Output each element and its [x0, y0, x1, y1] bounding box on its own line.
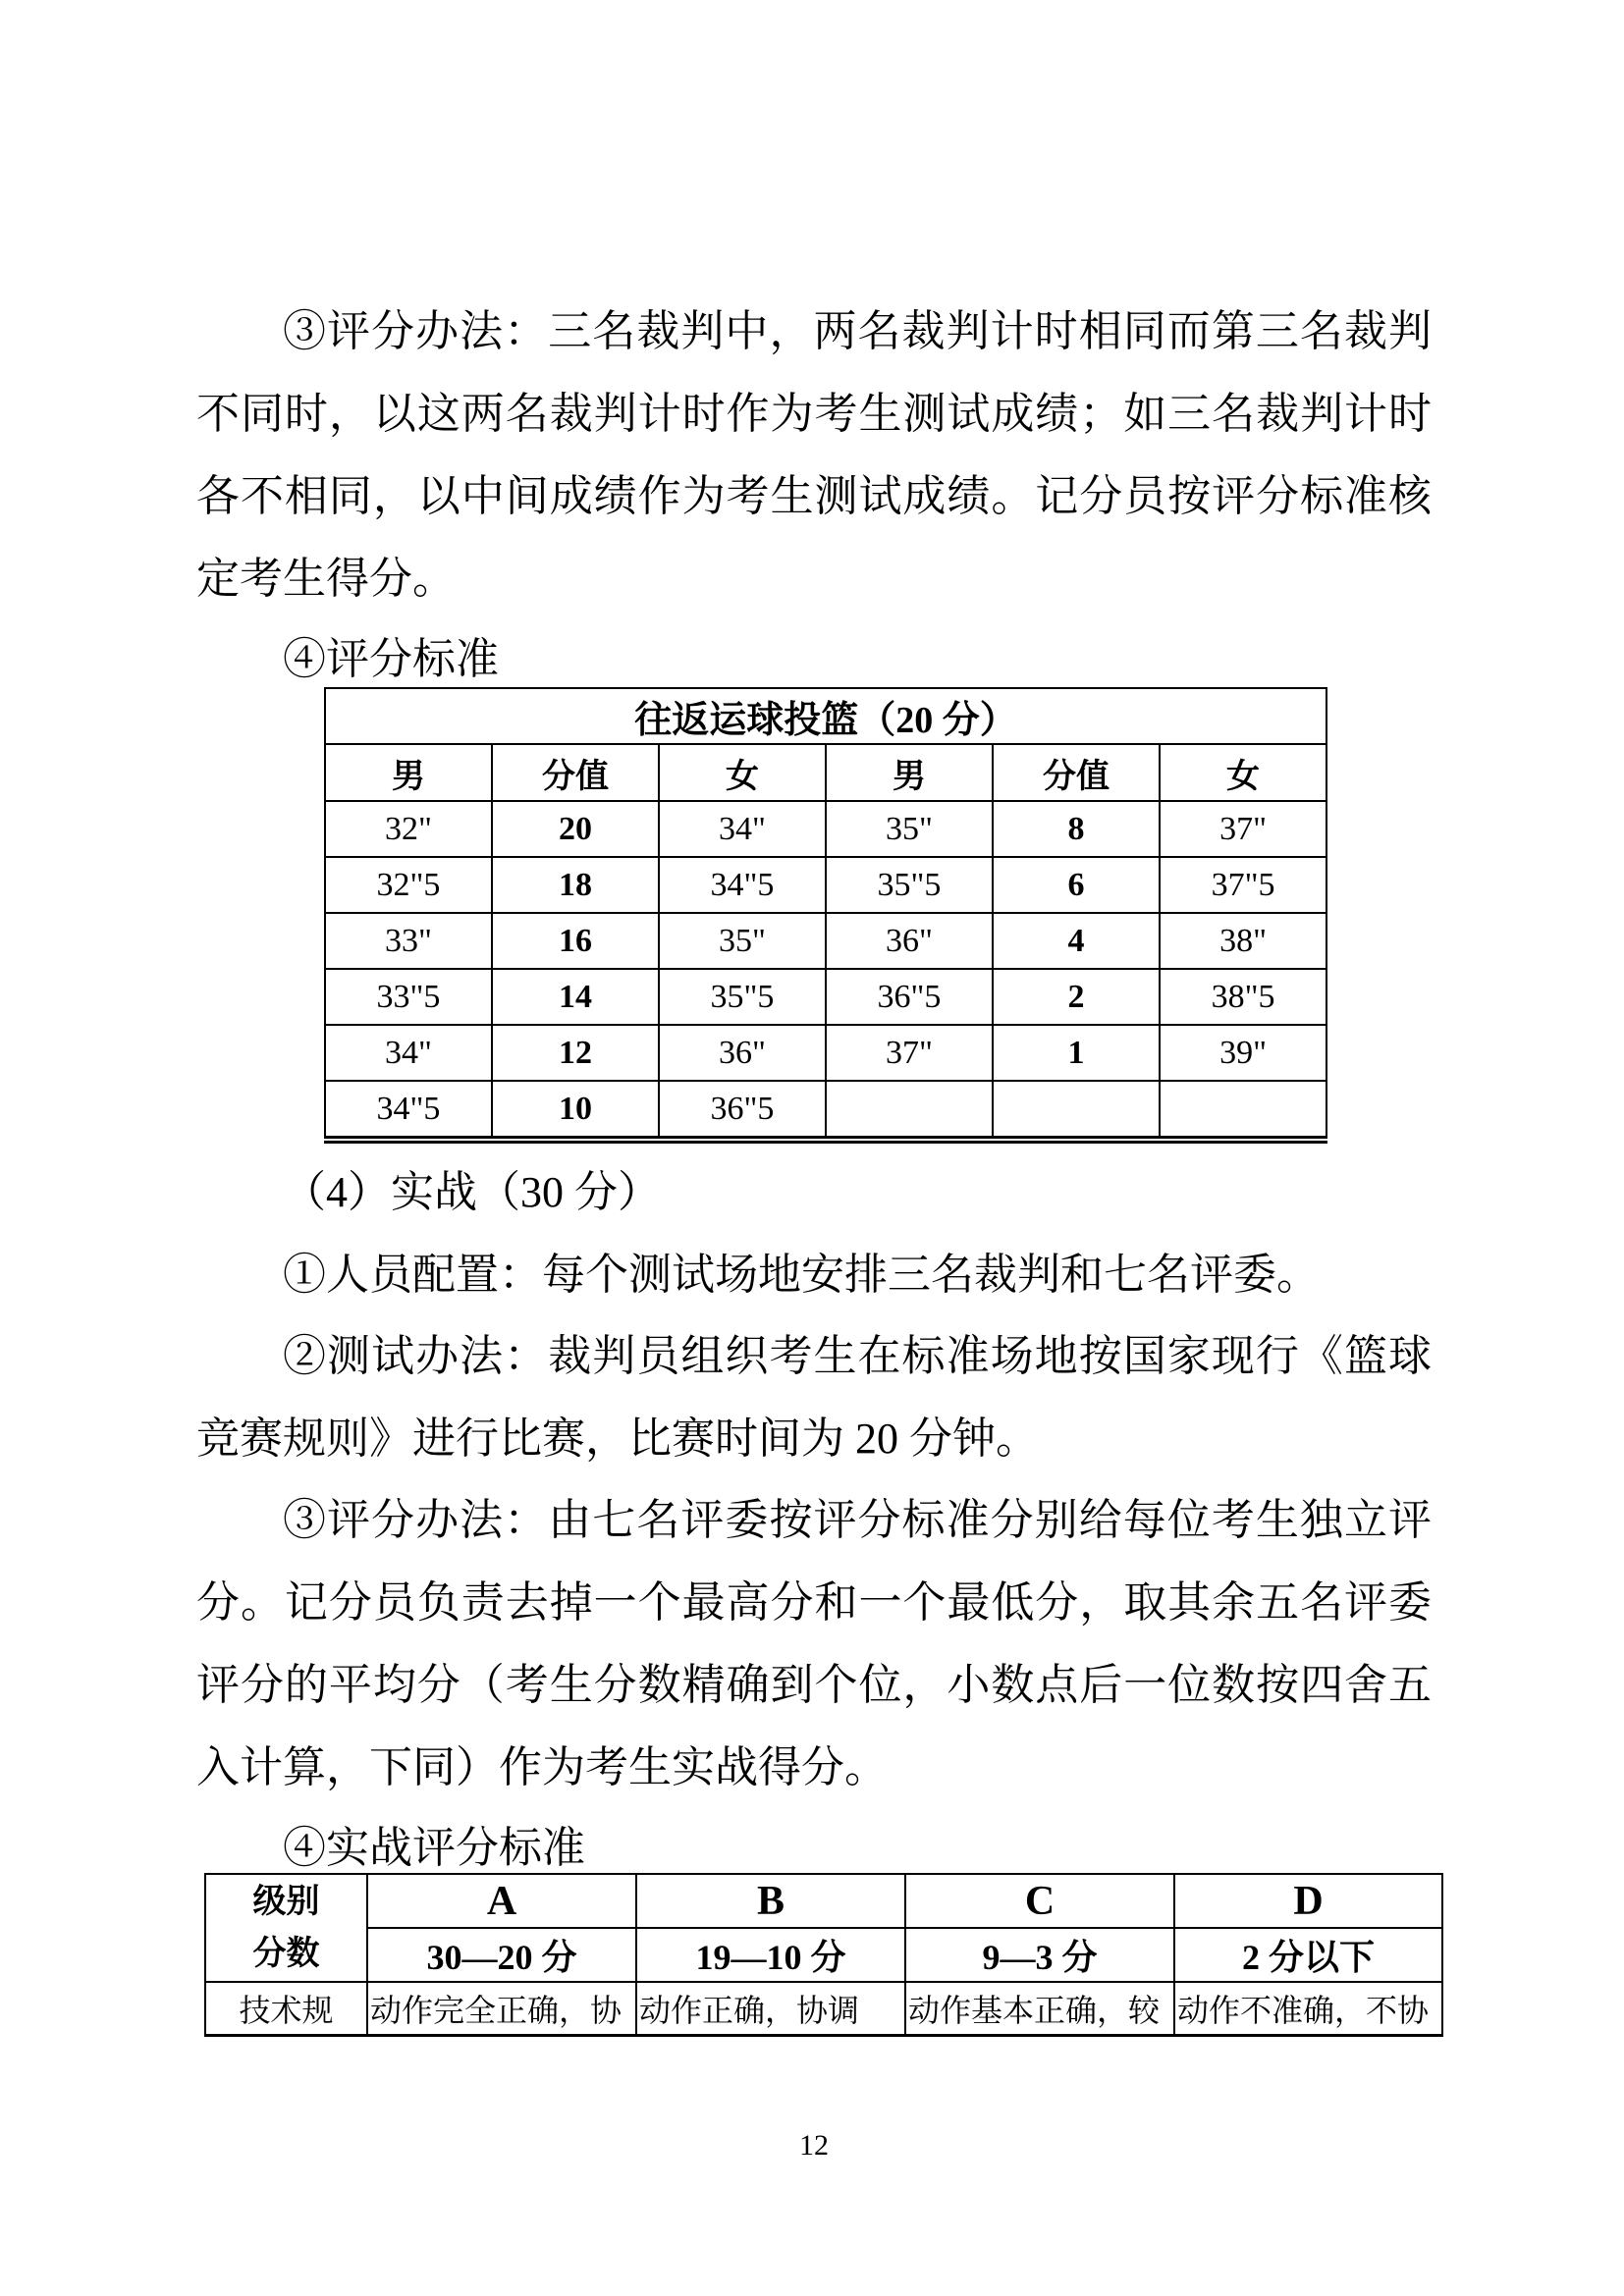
paragraph-scoring-method-judges: [196, 1479, 1432, 1809]
table-cell: 37": [1160, 801, 1326, 857]
table-cell: 34"5: [325, 1081, 492, 1140]
table-cell: 37"5: [1160, 857, 1326, 913]
table-cell: 18: [492, 857, 659, 913]
table-cell: 10: [492, 1081, 659, 1140]
table2-tech-label: 技术规: [205, 1982, 367, 2036]
text-line: 各不相同，以中间成绩作为考生测试成绩。记分员按评分标准核: [196, 472, 1432, 520]
combat-score-table: [204, 1873, 1443, 2037]
table-row: [325, 1025, 1326, 1081]
table-cell: 35": [826, 801, 993, 857]
table-cell: 34"5: [659, 857, 826, 913]
paragraph-test-method: [196, 1315, 1432, 1480]
paragraph-personnel: [196, 1234, 1432, 1316]
text-line: ④评分标准: [283, 635, 499, 683]
table-row: [325, 801, 1326, 857]
table-cell: 动作基本正确，较: [905, 1982, 1174, 2036]
table-row: [205, 1928, 1442, 1982]
table2-range-d: 2 分以下: [1174, 1928, 1442, 1982]
table-cell: 20: [492, 801, 659, 857]
table2-corner-cell: [205, 1874, 367, 1982]
table-cell: 16: [492, 913, 659, 969]
table-cell: 36": [826, 913, 993, 969]
table1-header-male: 男: [826, 744, 993, 801]
table-cell: 36"5: [826, 969, 993, 1025]
table-cell: 34": [325, 1025, 492, 1081]
table-header-row: [205, 1874, 1442, 1928]
table-cell: 35"5: [659, 969, 826, 1025]
table-row: [325, 913, 1326, 969]
table-cell: 6: [993, 857, 1160, 913]
heading-practical-combat: [196, 1151, 1432, 1234]
table-cell: 36"5: [659, 1081, 826, 1140]
table-cell: 38": [1160, 913, 1326, 969]
text-line: 入计算，下同）作为考生实战得分。: [196, 1743, 888, 1791]
table-cell: [993, 1081, 1160, 1140]
table-cell: 8: [993, 801, 1160, 857]
table1-header-score: 分值: [492, 744, 659, 801]
table-cell: 34": [659, 801, 826, 857]
table-cell: 33": [325, 913, 492, 969]
table-row: [325, 969, 1326, 1025]
text-line: 竞赛规则》进行比赛，比赛时间为 20 分钟。: [196, 1415, 1039, 1463]
table2-range-b: 19—10 分: [636, 1928, 905, 1982]
table1-header-male: 男: [325, 744, 492, 801]
table2-grade-d: D: [1174, 1874, 1442, 1928]
table1-header-female: 女: [659, 744, 826, 801]
table-cell: 12: [492, 1025, 659, 1081]
table-cell: 32": [325, 801, 492, 857]
table-cell: 35"5: [826, 857, 993, 913]
table-cell: 14: [492, 969, 659, 1025]
table1-header-score: 分值: [993, 744, 1160, 801]
table-row: [325, 1081, 1326, 1140]
table2-grade-b: B: [636, 1874, 905, 1928]
table-cell: 动作正确，协调: [636, 1982, 905, 2036]
table2-grade-c: C: [905, 1874, 1174, 1928]
table-row: [325, 857, 1326, 913]
table-header-row: [325, 744, 1326, 801]
text-line: 不同时，以这两名裁判计时作为考生测试成绩；如三名裁判计时: [196, 390, 1432, 438]
table-cell: 动作不准确，不协: [1174, 1982, 1442, 2036]
table1-title: 往返运球投篮（20 分）: [325, 688, 1326, 744]
table-cell: [826, 1081, 993, 1140]
text-line: 评分的平均分（考生分数精确到个位，小数点后一位数按四舍五: [196, 1661, 1432, 1709]
table-cell: 33"5: [325, 969, 492, 1025]
table-cell: 38"5: [1160, 969, 1326, 1025]
text-line: ①人员配置：每个测试场地安排三名裁判和七名评委。: [283, 1251, 1320, 1299]
table-cell: 1: [993, 1025, 1160, 1081]
table-cell: 37": [826, 1025, 993, 1081]
table1-header-female: 女: [1160, 744, 1326, 801]
table-cell: 36": [659, 1025, 826, 1081]
text-line: ②测试办法：裁判员组织考生在标准场地按国家现行《篮球: [283, 1332, 1432, 1380]
text-line: ③评分办法：三名裁判中，两名裁判计时相同而第三名裁判: [283, 307, 1432, 355]
table-cell: 35": [659, 913, 826, 969]
text-line: 分。记分员负责去掉一个最高分和一个最低分，取其余五名评委: [196, 1578, 1432, 1627]
table-cell: 39": [1160, 1025, 1326, 1081]
table-cell: 动作完全正确，协: [367, 1982, 636, 2036]
text-line: 定考生得分。: [196, 555, 456, 603]
text-line: （4）实战（30 分）: [283, 1168, 661, 1216]
corner-label-level: 级别: [252, 1884, 320, 1920]
text-line: ④实战评分标准: [283, 1824, 585, 1872]
table2-grade-a: A: [367, 1874, 636, 1928]
table-cell: 2: [993, 969, 1160, 1025]
text-line: ③评分办法：由七名评委按评分标准分别给每位考生独立评: [283, 1496, 1432, 1544]
table-cell: 4: [993, 913, 1160, 969]
table2-range-a: 30—20 分: [367, 1928, 636, 1982]
table-row: [205, 1982, 1442, 2036]
table-cell: 32"5: [325, 857, 492, 913]
corner-label-score: 分数: [252, 1936, 320, 1972]
page-number: 12: [799, 2129, 829, 2162]
dribble-shoot-score-table: [324, 687, 1327, 1144]
table2-range-c: 9—3 分: [905, 1928, 1174, 1982]
table-title-row: [325, 688, 1326, 744]
table-cell: [1160, 1081, 1326, 1140]
paragraph-scoring-method-timing: [196, 291, 1432, 620]
